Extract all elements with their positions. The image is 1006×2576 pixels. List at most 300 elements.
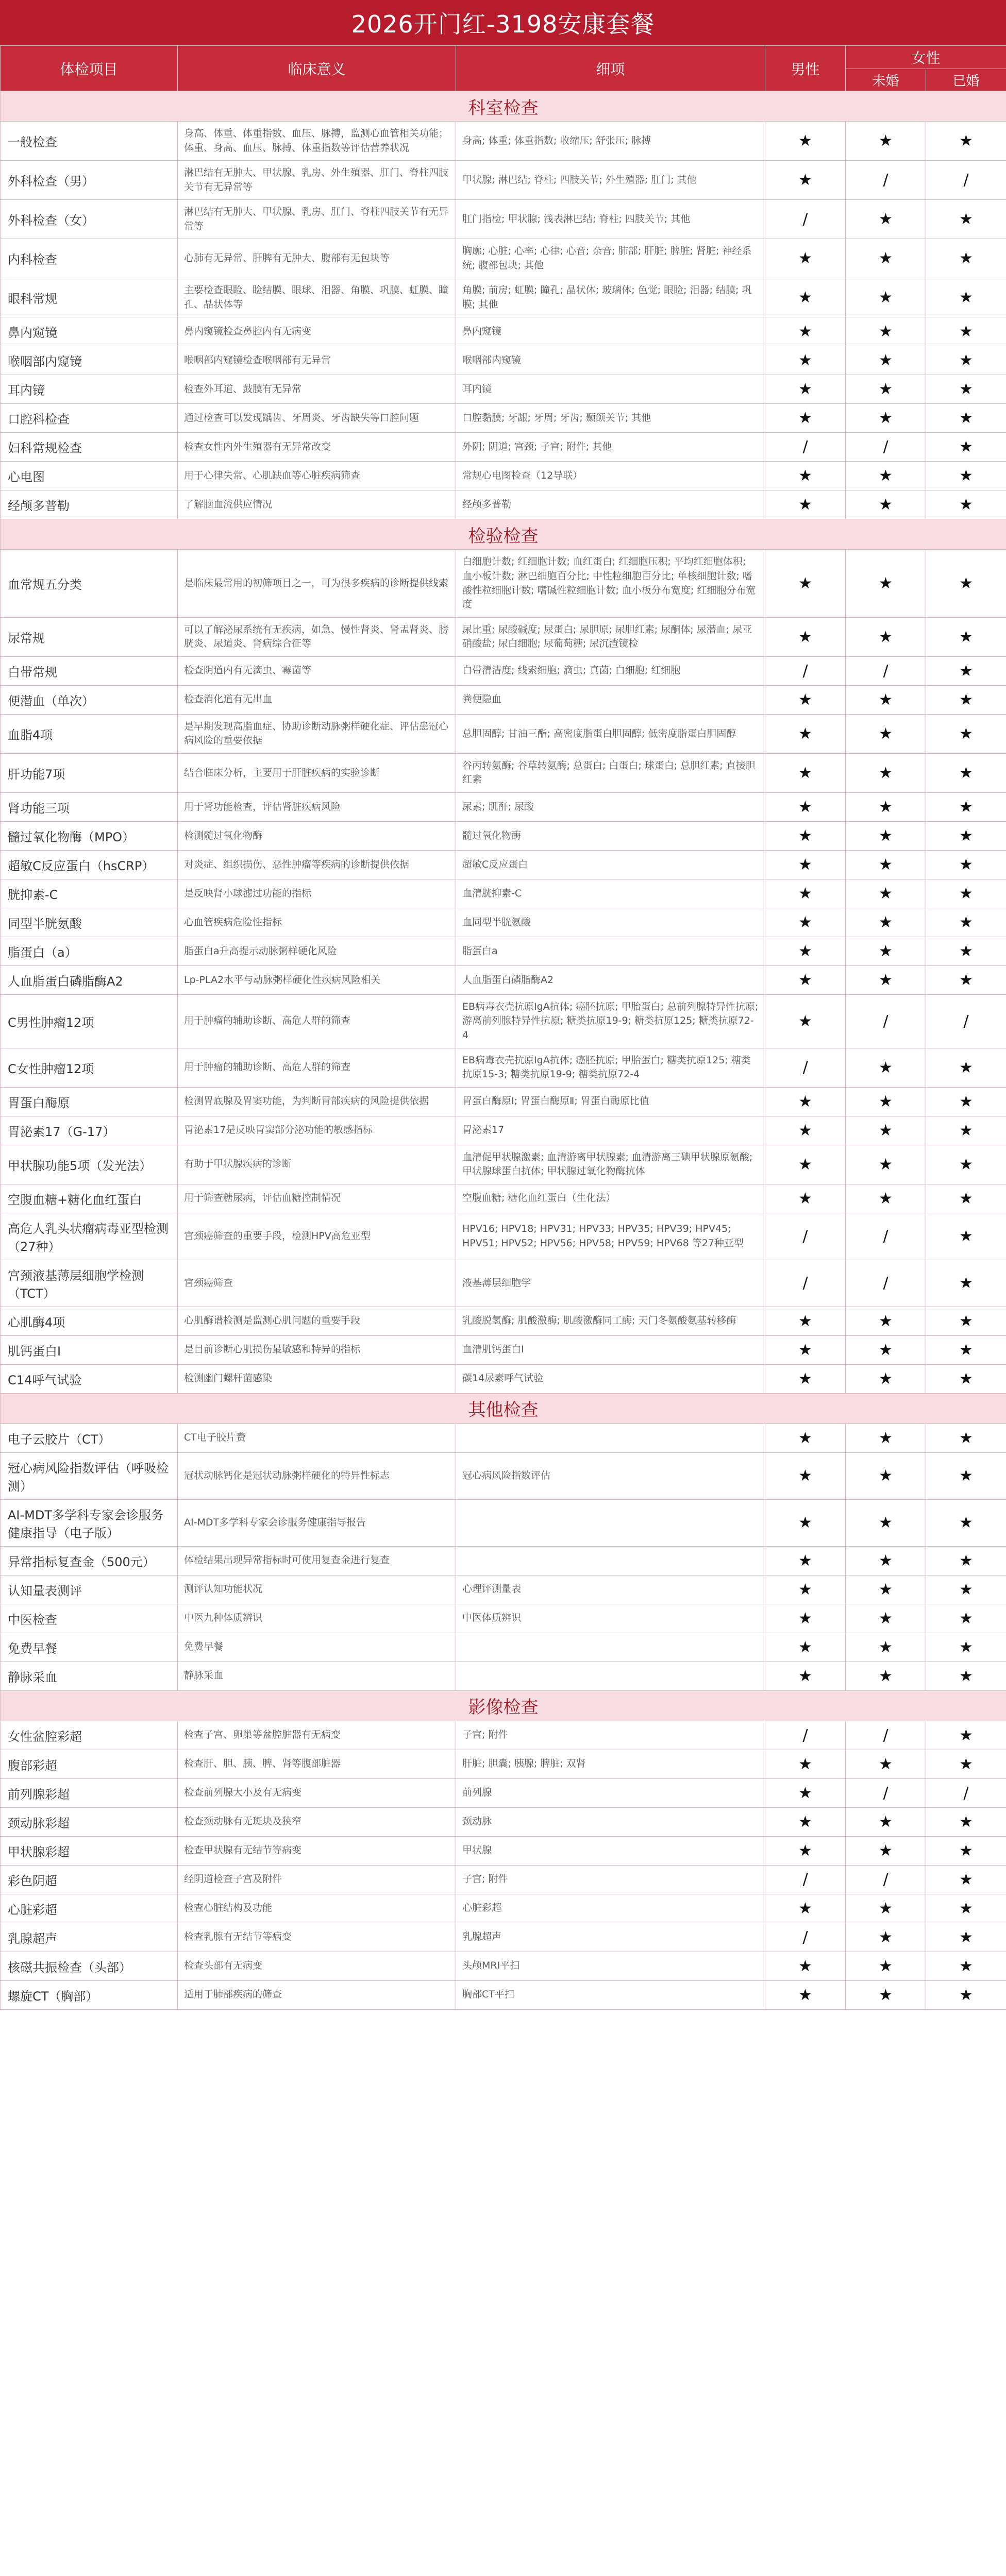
- table-row: [1, 714, 1006, 753]
- married-mark: ★: [926, 714, 1006, 753]
- table-row: [1, 1750, 1006, 1778]
- item-name: 异常指标复查金（500元）: [1, 1546, 178, 1575]
- clinical-meaning: 检测幽门螺杆菌感染: [178, 1364, 456, 1393]
- unmarried-mark: /: [846, 656, 926, 685]
- male-mark: ★: [765, 994, 846, 1048]
- item-name: 认知量表测评: [1, 1575, 178, 1604]
- item-details: 胃泌素17: [456, 1116, 765, 1145]
- unmarried-mark: ★: [846, 1894, 926, 1923]
- item-name: 免费早餐: [1, 1633, 178, 1662]
- item-details: 外阴; 阴道; 宫颈; 子宫; 附件; 其他: [456, 433, 765, 462]
- male-mark: ★: [765, 617, 846, 656]
- male-mark: ★: [765, 1145, 846, 1184]
- item-name: 核磁共振检查（头部）: [1, 1952, 178, 1980]
- male-mark: ★: [765, 1335, 846, 1364]
- male-mark: /: [765, 1721, 846, 1750]
- table-row: [1, 1423, 1006, 1452]
- unmarried-mark: ★: [846, 1836, 926, 1865]
- item-details: [456, 1662, 765, 1690]
- unmarried-mark: /: [846, 161, 926, 200]
- table-row: [1, 656, 1006, 685]
- clinical-meaning: 脂蛋白a升高提示动脉粥样硬化风险: [178, 937, 456, 965]
- unmarried-mark: ★: [846, 1633, 926, 1662]
- item-name: 超敏C反应蛋白（hsCRP）: [1, 850, 178, 879]
- clinical-meaning: 是目前诊断心肌损伤最敏感和特异的指标: [178, 1335, 456, 1364]
- clinical-meaning: 检测髓过氧化物酶: [178, 821, 456, 850]
- item-details: EB病毒衣壳抗原IgA抗体; 癌胚抗原; 甲胎蛋白; 糖类抗原125; 糖类抗原15-3; 糖类抗原19-9; 糖类抗原72-4: [456, 1048, 765, 1087]
- married-mark: ★: [926, 1662, 1006, 1690]
- item-details: [456, 1546, 765, 1575]
- item-details: 粪便隐血: [456, 685, 765, 714]
- section-title: 影像检查: [1, 1690, 1006, 1721]
- unmarried-mark: ★: [846, 850, 926, 879]
- item-details: 胸廓; 心脏; 心率; 心律; 心音; 杂音; 肺部; 肝脏; 脾脏; 肾脏; 神经系统; 腹部包块; 其他: [456, 239, 765, 278]
- table-row: [1, 433, 1006, 462]
- male-mark: ★: [765, 317, 846, 346]
- header-unmarried: 未婚: [846, 69, 926, 91]
- item-details: 角膜; 前房; 虹膜; 瞳孔; 晶状体; 玻璃体; 色觉; 眼睑; 泪器; 结膜; 巩膜; 其他: [456, 278, 765, 317]
- married-mark: ★: [926, 821, 1006, 850]
- header-male: 男性: [765, 46, 846, 91]
- item-details: 肝脏; 胆囊; 胰腺; 脾脏; 双肾: [456, 1750, 765, 1778]
- item-details: 甲状腺: [456, 1836, 765, 1865]
- unmarried-mark: /: [846, 994, 926, 1048]
- table-row: [1, 1307, 1006, 1335]
- married-mark: ★: [926, 122, 1006, 161]
- unmarried-mark: ★: [846, 1048, 926, 1087]
- item-name: 经颅多普勒: [1, 490, 178, 519]
- unmarried-mark: ★: [846, 1750, 926, 1778]
- male-mark: ★: [765, 792, 846, 821]
- unmarried-mark: ★: [846, 1575, 926, 1604]
- item-details: 前列腺: [456, 1778, 765, 1807]
- married-mark: ★: [926, 1604, 1006, 1633]
- male-mark: ★: [765, 850, 846, 879]
- clinical-meaning: AI-MDT多学科专家会诊服务健康指导报告: [178, 1499, 456, 1546]
- married-mark: ★: [926, 1213, 1006, 1260]
- clinical-meaning: 用于心律失常、心肌缺血等心脏疾病筛查: [178, 462, 456, 490]
- male-mark: /: [765, 200, 846, 239]
- married-mark: ★: [926, 937, 1006, 965]
- table-row: [1, 1145, 1006, 1184]
- table-row: [1, 1048, 1006, 1087]
- item-name: 高危人乳头状瘤病毒亚型检测（27种）: [1, 1213, 178, 1260]
- male-mark: ★: [765, 462, 846, 490]
- male-mark: ★: [765, 490, 846, 519]
- table-row: [1, 1633, 1006, 1662]
- male-mark: ★: [765, 1750, 846, 1778]
- unmarried-mark: /: [846, 433, 926, 462]
- married-mark: ★: [926, 1423, 1006, 1452]
- clinical-meaning: 中医九种体质辨识: [178, 1604, 456, 1633]
- table-row: [1, 1087, 1006, 1116]
- clinical-meaning: 检查消化道有无出血: [178, 685, 456, 714]
- section-header: [1, 1690, 1006, 1721]
- married-mark: ★: [926, 200, 1006, 239]
- table-row: [1, 1452, 1006, 1499]
- male-mark: ★: [765, 879, 846, 908]
- clinical-meaning: 检测胃底腺及胃窦功能，为判断胃部疾病的风险提供依据: [178, 1087, 456, 1116]
- item-details: 子宫; 附件: [456, 1865, 765, 1894]
- table-row: [1, 346, 1006, 375]
- male-mark: ★: [765, 965, 846, 994]
- item-name: 冠心病风险指数评估（呼吸检测）: [1, 1452, 178, 1499]
- clinical-meaning: 心血管疾病危险性指标: [178, 908, 456, 937]
- item-details: [456, 1633, 765, 1662]
- clinical-meaning: 检查乳腺有无结节等病变: [178, 1923, 456, 1952]
- table-row: [1, 1836, 1006, 1865]
- male-mark: /: [765, 1048, 846, 1087]
- clinical-meaning: 经阴道检查子宫及附件: [178, 1865, 456, 1894]
- unmarried-mark: ★: [846, 375, 926, 404]
- item-name: 妇科常规检查: [1, 433, 178, 462]
- item-name: C14呼气试验: [1, 1364, 178, 1393]
- male-mark: /: [765, 656, 846, 685]
- clinical-meaning: 可以了解泌尿系统有无疾病，如急、慢性肾炎、肾盂肾炎、膀胱炎、尿道炎、肾病综合征等: [178, 617, 456, 656]
- table-row: [1, 879, 1006, 908]
- table-row: [1, 278, 1006, 317]
- item-details: [456, 1423, 765, 1452]
- item-name: 口腔科检查: [1, 404, 178, 433]
- married-mark: ★: [926, 1865, 1006, 1894]
- section-title: 其他检查: [1, 1393, 1006, 1423]
- male-mark: ★: [765, 1087, 846, 1116]
- item-name: 胃泌素17（G-17）: [1, 1116, 178, 1145]
- male-mark: ★: [765, 714, 846, 753]
- section-header: [1, 91, 1006, 122]
- unmarried-mark: /: [846, 1865, 926, 1894]
- table-row: [1, 1980, 1006, 2009]
- married-mark: ★: [926, 278, 1006, 317]
- unmarried-mark: ★: [846, 122, 926, 161]
- item-details: 身高; 体重; 体重指数; 收缩压; 舒张压; 脉搏: [456, 122, 765, 161]
- item-name: 白带常规: [1, 656, 178, 685]
- married-mark: ★: [926, 656, 1006, 685]
- header-female: 女性: [846, 46, 1006, 69]
- male-mark: ★: [765, 908, 846, 937]
- male-mark: ★: [765, 1604, 846, 1633]
- clinical-meaning: 用于肿瘤的辅助诊断、高危人群的筛查: [178, 994, 456, 1048]
- clinical-meaning: 宫颈癌筛查: [178, 1260, 456, 1307]
- item-name: 心电图: [1, 462, 178, 490]
- male-mark: ★: [765, 753, 846, 792]
- unmarried-mark: ★: [846, 462, 926, 490]
- male-mark: ★: [765, 1633, 846, 1662]
- unmarried-mark: ★: [846, 685, 926, 714]
- male-mark: ★: [765, 346, 846, 375]
- item-name: 中医检查: [1, 1604, 178, 1633]
- table-row: [1, 550, 1006, 617]
- item-name: 血脂4项: [1, 714, 178, 753]
- married-mark: ★: [926, 792, 1006, 821]
- table-row: [1, 200, 1006, 239]
- table-body: [1, 91, 1006, 2010]
- married-mark: ★: [926, 1894, 1006, 1923]
- table-row: [1, 122, 1006, 161]
- section-header: [1, 1393, 1006, 1423]
- married-mark: ★: [926, 1145, 1006, 1184]
- item-name: 耳内镜: [1, 375, 178, 404]
- table-row: [1, 937, 1006, 965]
- married-mark: ★: [926, 1575, 1006, 1604]
- clinical-meaning: 用于肿瘤的辅助诊断、高危人群的筛查: [178, 1048, 456, 1087]
- unmarried-mark: ★: [846, 550, 926, 617]
- clinical-meaning: 检查颈动脉有无斑块及狭窄: [178, 1807, 456, 1836]
- item-name: 甲状腺功能5项（发光法）: [1, 1145, 178, 1184]
- unmarried-mark: /: [846, 1778, 926, 1807]
- married-mark: ★: [926, 1633, 1006, 1662]
- table-row: [1, 617, 1006, 656]
- unmarried-mark: ★: [846, 1364, 926, 1393]
- item-details: 胃蛋白酶原Ⅰ; 胃蛋白酶原Ⅱ; 胃蛋白酶原比值: [456, 1087, 765, 1116]
- married-mark: ★: [926, 1836, 1006, 1865]
- item-details: 耳内镜: [456, 375, 765, 404]
- item-name: 胃蛋白酶原: [1, 1087, 178, 1116]
- clinical-meaning: 了解脑血流供应情况: [178, 490, 456, 519]
- item-details: 心脏彩超: [456, 1894, 765, 1923]
- item-name: 电子云胶片（CT）: [1, 1423, 178, 1452]
- item-details: 心理评测量表: [456, 1575, 765, 1604]
- male-mark: /: [765, 433, 846, 462]
- married-mark: ★: [926, 1087, 1006, 1116]
- clinical-meaning: 测评认知功能状况: [178, 1575, 456, 1604]
- clinical-meaning: 检查外耳道、鼓膜有无异常: [178, 375, 456, 404]
- male-mark: ★: [765, 937, 846, 965]
- married-mark: ★: [926, 1750, 1006, 1778]
- table-row: [1, 1778, 1006, 1807]
- item-details: 乳腺超声: [456, 1923, 765, 1952]
- item-details: 胸部CT平扫: [456, 1980, 765, 2009]
- item-details: 子宫; 附件: [456, 1721, 765, 1750]
- table-row: [1, 375, 1006, 404]
- unmarried-mark: ★: [846, 821, 926, 850]
- item-details: 白带清洁度; 线索细胞; 滴虫; 真菌; 白细胞; 红细胞: [456, 656, 765, 685]
- clinical-meaning: 用于肾功能检查，评估肾脏疾病风险: [178, 792, 456, 821]
- table-row: [1, 1184, 1006, 1213]
- clinical-meaning: 检查阴道内有无滴虫、霉菌等: [178, 656, 456, 685]
- table-row: [1, 1894, 1006, 1923]
- male-mark: ★: [765, 278, 846, 317]
- table-row: [1, 1923, 1006, 1952]
- married-mark: ★: [926, 879, 1006, 908]
- section-title: 检验检查: [1, 519, 1006, 550]
- table-row: [1, 908, 1006, 937]
- married-mark: ★: [926, 433, 1006, 462]
- table-row: [1, 1213, 1006, 1260]
- item-name: 心脏彩超: [1, 1894, 178, 1923]
- married-mark: ★: [926, 1260, 1006, 1307]
- male-mark: ★: [765, 1575, 846, 1604]
- table-row: [1, 685, 1006, 714]
- item-name: 静脉采血: [1, 1662, 178, 1690]
- unmarried-mark: ★: [846, 617, 926, 656]
- item-name: 一般检查: [1, 122, 178, 161]
- married-mark: /: [926, 1778, 1006, 1807]
- male-mark: ★: [765, 1894, 846, 1923]
- table-row: [1, 994, 1006, 1048]
- male-mark: ★: [765, 1364, 846, 1393]
- unmarried-mark: ★: [846, 317, 926, 346]
- unmarried-mark: ★: [846, 404, 926, 433]
- married-mark: ★: [926, 1546, 1006, 1575]
- clinical-meaning: 体检结果出现异常指标时可使用复查金进行复查: [178, 1546, 456, 1575]
- item-details: 血清肌钙蛋白I: [456, 1335, 765, 1364]
- unmarried-mark: /: [846, 1260, 926, 1307]
- item-name: 髓过氧化物酶（MPO）: [1, 821, 178, 850]
- clinical-meaning: CT电子胶片费: [178, 1423, 456, 1452]
- item-name: 内科检查: [1, 239, 178, 278]
- item-name: 颈动脉彩超: [1, 1807, 178, 1836]
- clinical-meaning: 对炎症、组织损伤、恶性肿瘤等疾病的诊断提供依据: [178, 850, 456, 879]
- clinical-meaning: 心肺有无异常、肝脾有无肿大、腹部有无包块等: [178, 239, 456, 278]
- married-mark: ★: [926, 1721, 1006, 1750]
- item-name: AI-MDT多学科专家会诊服务健康指导（电子版）: [1, 1499, 178, 1546]
- male-mark: ★: [765, 1452, 846, 1499]
- item-name: 前列腺彩超: [1, 1778, 178, 1807]
- table-row: [1, 1116, 1006, 1145]
- clinical-meaning: 身高、体重、体重指数、血压、脉搏，监测心血管相关功能；体重、身高、血压、脉搏、体重指数等评估营养状况: [178, 122, 456, 161]
- married-mark: ★: [926, 1116, 1006, 1145]
- item-name: 胱抑素-C: [1, 879, 178, 908]
- section-title: 科室检查: [1, 91, 1006, 122]
- item-name: 肌钙蛋白I: [1, 1335, 178, 1364]
- clinical-meaning: 检查甲状腺有无结节等病变: [178, 1836, 456, 1865]
- unmarried-mark: ★: [846, 1087, 926, 1116]
- clinical-meaning: 淋巴结有无肿大、甲状腺、乳房、肛门、脊柱四肢关节有无异常等: [178, 200, 456, 239]
- unmarried-mark: ★: [846, 490, 926, 519]
- married-mark: ★: [926, 1499, 1006, 1546]
- table-row: [1, 239, 1006, 278]
- item-details: 喉咽部内窥镜: [456, 346, 765, 375]
- item-name: 女性盆腔彩超: [1, 1721, 178, 1750]
- male-mark: ★: [765, 685, 846, 714]
- clinical-meaning: 用于筛查糖尿病，评估血糖控制情况: [178, 1184, 456, 1213]
- male-mark: ★: [765, 821, 846, 850]
- unmarried-mark: ★: [846, 1335, 926, 1364]
- item-name: 腹部彩超: [1, 1750, 178, 1778]
- item-name: 尿常规: [1, 617, 178, 656]
- male-mark: /: [765, 1260, 846, 1307]
- item-name: C男性肿瘤12项: [1, 994, 178, 1048]
- married-mark: ★: [926, 346, 1006, 375]
- clinical-meaning: 有助于甲状腺疾病的诊断: [178, 1145, 456, 1184]
- unmarried-mark: ★: [846, 1662, 926, 1690]
- unmarried-mark: ★: [846, 792, 926, 821]
- checkup-table: [0, 45, 1006, 2010]
- item-details: 白细胞计数; 红细胞计数; 血红蛋白; 红细胞压积; 平均红细胞体积; 血小板计数; 淋巴细胞百分比; 中性粒细胞百分比; 单核细胞计数; 嗜酸性粒细胞计数; 嗜碱性粒细胞计数; 血小板分布宽度; 红细胞分布宽度: [456, 550, 765, 617]
- table-row: [1, 1662, 1006, 1690]
- item-details: 血清促甲状腺激素; 血清游离甲状腺素; 血清游离三碘甲状腺原氨酸; 甲状腺球蛋白抗体; 甲状腺过氧化物酶抗体: [456, 1145, 765, 1184]
- item-details: EB病毒衣壳抗原IgA抗体; 癌胚抗原; 甲胎蛋白; 总前列腺特异性抗原; 游离前列腺特异性抗原; 糖类抗原19-9; 糖类抗原125; 糖类抗原72-4: [456, 994, 765, 1048]
- section-header: [1, 519, 1006, 550]
- unmarried-mark: ★: [846, 1145, 926, 1184]
- header-meaning: 临床意义: [178, 46, 456, 91]
- unmarried-mark: ★: [846, 1499, 926, 1546]
- unmarried-mark: ★: [846, 1307, 926, 1335]
- item-name: 便潜血（单次）: [1, 685, 178, 714]
- table-row: [1, 462, 1006, 490]
- married-mark: ★: [926, 1980, 1006, 2009]
- item-details: 冠心病风险指数评估: [456, 1452, 765, 1499]
- clinical-meaning: 检查头部有无病变: [178, 1952, 456, 1980]
- clinical-meaning: 宫颈癌筛查的重要手段，检测HPV高危亚型: [178, 1213, 456, 1260]
- clinical-meaning: 是反映肾小球滤过功能的指标: [178, 879, 456, 908]
- item-details: 中医体质辨识: [456, 1604, 765, 1633]
- table-row: [1, 1604, 1006, 1633]
- table-row: [1, 490, 1006, 519]
- clinical-meaning: 免费早餐: [178, 1633, 456, 1662]
- item-details: 谷丙转氨酶; 谷草转氨酶; 总蛋白; 白蛋白; 球蛋白; 总胆红素; 直接胆红素: [456, 753, 765, 792]
- item-details: 常规心电图检查（12导联）: [456, 462, 765, 490]
- clinical-meaning: 通过检查可以发现龋齿、牙周炎、牙齿缺失等口腔问题: [178, 404, 456, 433]
- male-mark: ★: [765, 375, 846, 404]
- clinical-meaning: 检查肝、胆、胰、脾、肾等腹部脏器: [178, 1750, 456, 1778]
- married-mark: ★: [926, 462, 1006, 490]
- male-mark: ★: [765, 122, 846, 161]
- male-mark: ★: [765, 1980, 846, 2009]
- married-mark: ★: [926, 1923, 1006, 1952]
- married-mark: ★: [926, 1364, 1006, 1393]
- item-name: 人血脂蛋白磷脂酶A2: [1, 965, 178, 994]
- male-mark: ★: [765, 1836, 846, 1865]
- item-details: [456, 1499, 765, 1546]
- item-name: 眼科常规: [1, 278, 178, 317]
- package-title: 2026开门红-3198安康套餐: [0, 0, 1006, 45]
- table-row: [1, 161, 1006, 200]
- item-details: 脂蛋白a: [456, 937, 765, 965]
- married-mark: ★: [926, 239, 1006, 278]
- married-mark: ★: [926, 490, 1006, 519]
- male-mark: ★: [765, 1307, 846, 1335]
- item-details: 口腔黏膜; 牙龈; 牙周; 牙齿; 颞颌关节; 其他: [456, 404, 765, 433]
- clinical-meaning: 喉咽部内窥镜检查喉咽部有无异常: [178, 346, 456, 375]
- unmarried-mark: ★: [846, 1980, 926, 2009]
- unmarried-mark: ★: [846, 965, 926, 994]
- unmarried-mark: ★: [846, 1452, 926, 1499]
- unmarried-mark: ★: [846, 714, 926, 753]
- header-details: 细项: [456, 46, 765, 91]
- table-row: [1, 1721, 1006, 1750]
- married-mark: ★: [926, 753, 1006, 792]
- item-name: 外科检查（男）: [1, 161, 178, 200]
- item-details: 乳酸脱氢酶; 肌酸激酶; 肌酸激酶同工酶; 天门冬氨酸氨基转移酶: [456, 1307, 765, 1335]
- married-mark: ★: [926, 1048, 1006, 1087]
- clinical-meaning: 淋巴结有无肿大、甲状腺、乳房、外生殖器、肛门、脊柱四肢关节有无异常等: [178, 161, 456, 200]
- table-row: [1, 850, 1006, 879]
- clinical-meaning: 主要检查眼睑、睑结膜、眼球、泪器、角膜、巩膜、虹膜、瞳孔、晶状体等: [178, 278, 456, 317]
- table-row: [1, 965, 1006, 994]
- male-mark: ★: [765, 404, 846, 433]
- clinical-meaning: 心肌酶谱检测是监测心肌问题的重要手段: [178, 1307, 456, 1335]
- item-details: 超敏C反应蛋白: [456, 850, 765, 879]
- item-name: 肾功能三项: [1, 792, 178, 821]
- table-row: [1, 1499, 1006, 1546]
- item-details: 碳14尿素呼气试验: [456, 1364, 765, 1393]
- item-name: 心肌酶4项: [1, 1307, 178, 1335]
- item-name: C女性肿瘤12项: [1, 1048, 178, 1087]
- married-mark: ★: [926, 1307, 1006, 1335]
- male-mark: ★: [765, 1499, 846, 1546]
- table-row: [1, 1575, 1006, 1604]
- male-mark: ★: [765, 161, 846, 200]
- item-details: 甲状腺; 淋巴结; 脊柱; 四肢关节; 外生殖器; 肛门; 其他: [456, 161, 765, 200]
- married-mark: ★: [926, 550, 1006, 617]
- male-mark: ★: [765, 550, 846, 617]
- married-mark: ★: [926, 850, 1006, 879]
- male-mark: /: [765, 1865, 846, 1894]
- unmarried-mark: ★: [846, 200, 926, 239]
- unmarried-mark: ★: [846, 1923, 926, 1952]
